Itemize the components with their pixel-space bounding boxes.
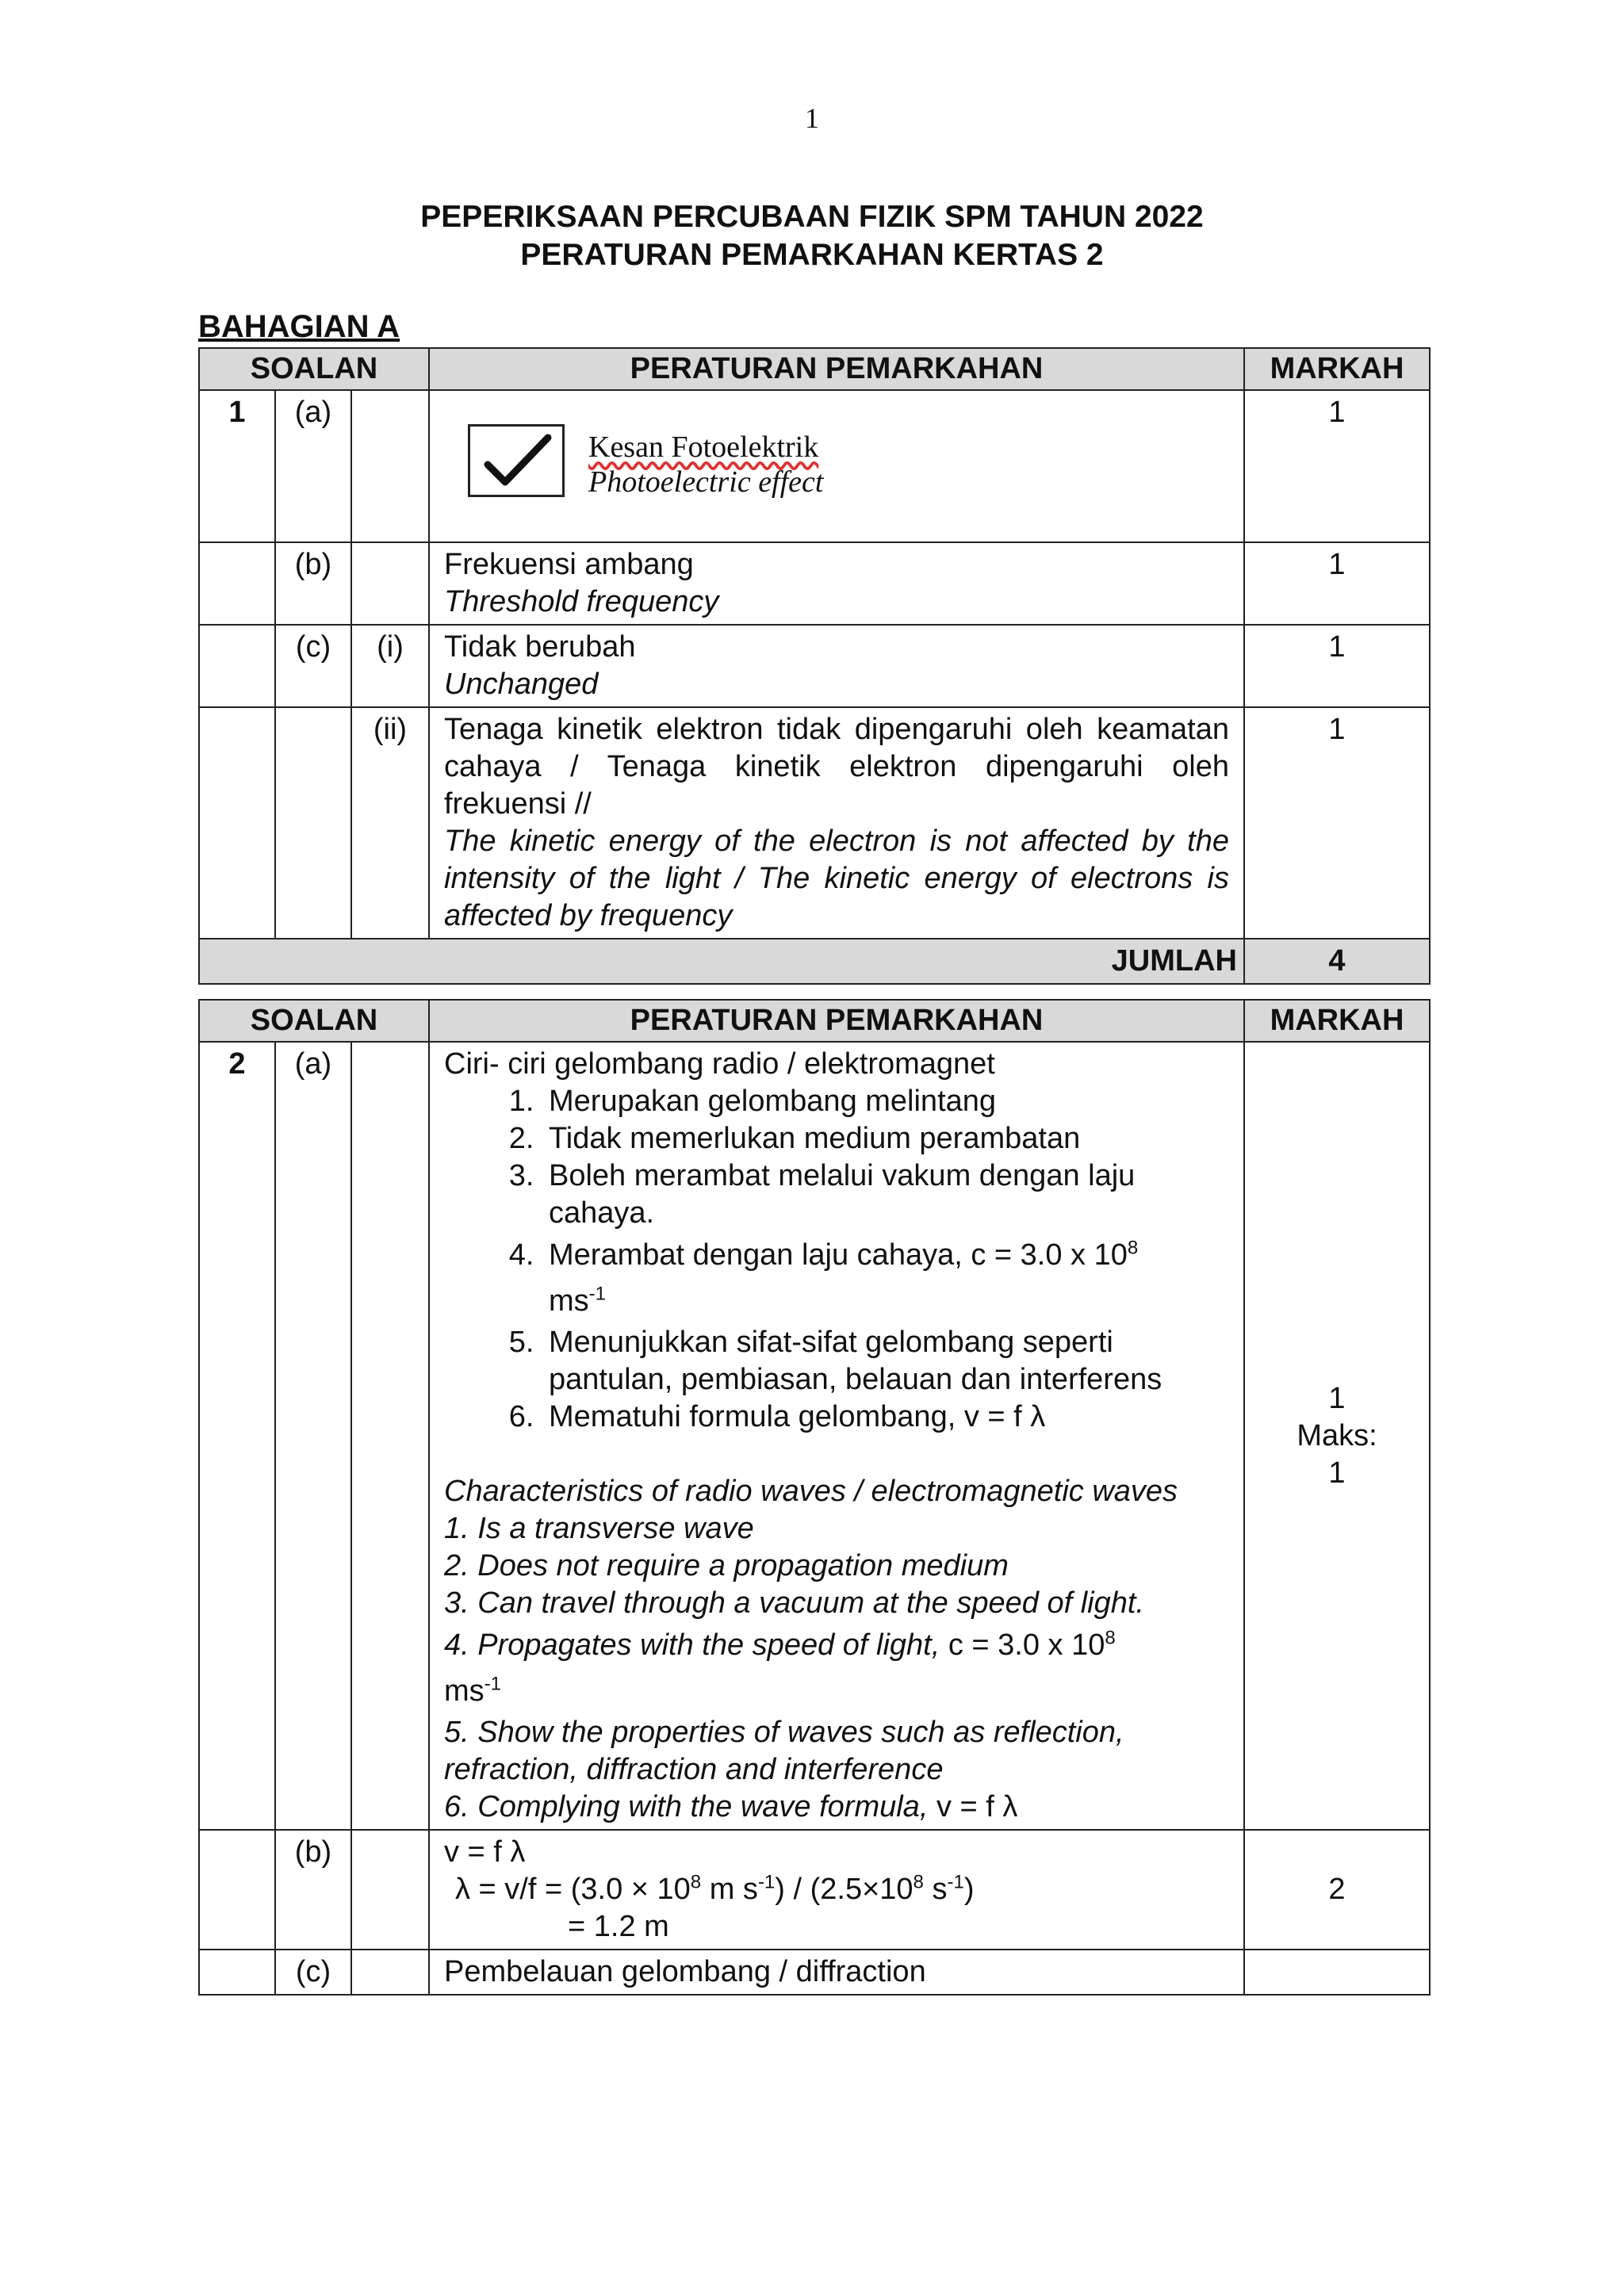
question-2-table (198, 999, 1431, 1996)
question-subpart: (ii) (351, 707, 429, 939)
marks-cell: 1 (1244, 390, 1430, 542)
answer-cell (429, 390, 1244, 542)
answer-cell (429, 1042, 1244, 1830)
total-row (199, 939, 1430, 984)
figure-label-en: Photoelectric effect (588, 465, 824, 499)
list-item: 3. Can travel through a vacuum at the speed of light. (444, 1586, 1144, 1620)
answer-cell: Pembelauan gelombang / diffraction (429, 1950, 1244, 1995)
marks-cell: 1 Maks: 1 (1244, 1042, 1430, 1830)
answer-cell (429, 707, 1244, 939)
list-item: 5. Menunjukkan sifat-sifat gelombang seperti pantulan, pembiasan, belauan dan interferens (542, 1324, 1229, 1399)
question-1-table (198, 347, 1431, 985)
column-header-question: SOALAN (199, 1000, 429, 1042)
question-part: (b) (275, 542, 351, 625)
question-subpart: (i) (351, 625, 429, 707)
total-label: JUMLAH (199, 939, 1244, 984)
table-row (199, 625, 1430, 707)
answer-bm: Tenaga kinetik elektron tidak dipengaruhi oleh keamatan cahaya / Tenaga kinetik elektron dipengaruhi oleh frekuensi // (444, 713, 1229, 821)
answer-en: The kinetic energy of the electron is not affected by the intensity of the light / The kinetic energy of electrons is affected by frequency (444, 825, 1229, 932)
answer-cell (429, 625, 1244, 707)
table-row (199, 1830, 1430, 1950)
checkmark-icon (481, 433, 554, 490)
answer-bm: Tidak berubah (444, 630, 636, 664)
table-row (199, 1950, 1430, 1995)
question-number: 1 (199, 390, 275, 542)
figure-label-bm: Kesan Fotoelektrik (588, 430, 819, 464)
equation-line: = 1.2 m (568, 1910, 669, 1943)
answer-cell (429, 1830, 1244, 1950)
marks-cell: 1 (1244, 542, 1430, 625)
title-line-2: PERATURAN PEMARKAHAN KERTAS 2 (520, 238, 1104, 272)
list-item: 2. Does not require a propagation medium (444, 1549, 1009, 1582)
table-row (199, 707, 1430, 939)
answer-heading-bm: Ciri- ciri gelombang radio / elektromagnet (444, 1047, 995, 1081)
list-item: 6. Complying with the wave formula, v = f λ (444, 1790, 1018, 1823)
marks-cell: 2 (1244, 1830, 1430, 1950)
question-part: (c) (275, 1950, 351, 1995)
list-item: 4. Merambat dengan laju cahaya, c = 3.0 x $10^8$ $ms^{-1}$ (542, 1232, 1229, 1324)
page-number: 1 (805, 102, 819, 134)
answer-list-bm (444, 1083, 1229, 1436)
question-part: (c) (275, 625, 351, 707)
total-marks: 4 (1244, 939, 1430, 984)
answer-bm: Frekuensi ambang (444, 548, 694, 581)
table-row (199, 390, 1430, 542)
table-row (199, 542, 1430, 625)
list-item: 4. Propagates with the speed of light, c = 3.0 x $10^8$ $ms^{-1}$ (444, 1627, 1116, 1708)
checkbox-figure (468, 424, 565, 497)
answer-heading-en: Characteristics of radio waves / electromagnetic waves (444, 1475, 1178, 1508)
equation-line: v = f λ (444, 1835, 526, 1869)
question-part: (a) (275, 1042, 351, 1830)
list-item: 3. Boleh merambat melalui vakum dengan laju cahaya. (542, 1158, 1229, 1232)
list-item: 1. Is a transverse wave (444, 1512, 754, 1545)
question-part: (b) (275, 1830, 351, 1950)
column-header-scheme: PERATURAN PEMARKAHAN (429, 1000, 1244, 1042)
header-row (199, 348, 1430, 390)
table-row (199, 1042, 1430, 1830)
marks-cell (1244, 1950, 1430, 1995)
question-number: 2 (199, 1042, 275, 1830)
header-row (199, 1000, 1430, 1042)
title-line-1: PEPERIKSAAN PERCUBAAN FIZIK SPM TAHUN 2022 (420, 200, 1204, 234)
list-item: 5. Show the properties of waves such as reflection, refraction, diffraction and interference (444, 1716, 1124, 1786)
list-item: 2. Tidak memerlukan medium perambatan (542, 1120, 1229, 1158)
answer-cell (429, 542, 1244, 625)
column-header-marks: MARKAH (1244, 1000, 1430, 1042)
column-header-marks: MARKAH (1244, 348, 1430, 390)
document-title (0, 198, 1624, 274)
answer-figure (444, 394, 1229, 521)
question-part: (a) (275, 390, 351, 542)
answer-en: Unchanged (444, 668, 599, 701)
equation-line: $\lambda = v/f = (3.0 \times 10^8$ m $s^{-1}) / (2.5\times 10^8$ $s^{-1}$) (455, 1871, 975, 1906)
column-header-question: SOALAN (199, 348, 429, 390)
section-title: BAHAGIAN A (198, 309, 400, 344)
answer-en: Threshold frequency (444, 585, 719, 618)
marks-cell: 1 (1244, 707, 1430, 939)
marks-cell: 1 (1244, 625, 1430, 707)
column-header-scheme: PERATURAN PEMARKAHAN (429, 348, 1244, 390)
list-item: 1. Merupakan gelombang melintang (542, 1083, 1229, 1120)
list-item: 6. Mematuhi formula gelombang, v = f λ (542, 1399, 1229, 1436)
